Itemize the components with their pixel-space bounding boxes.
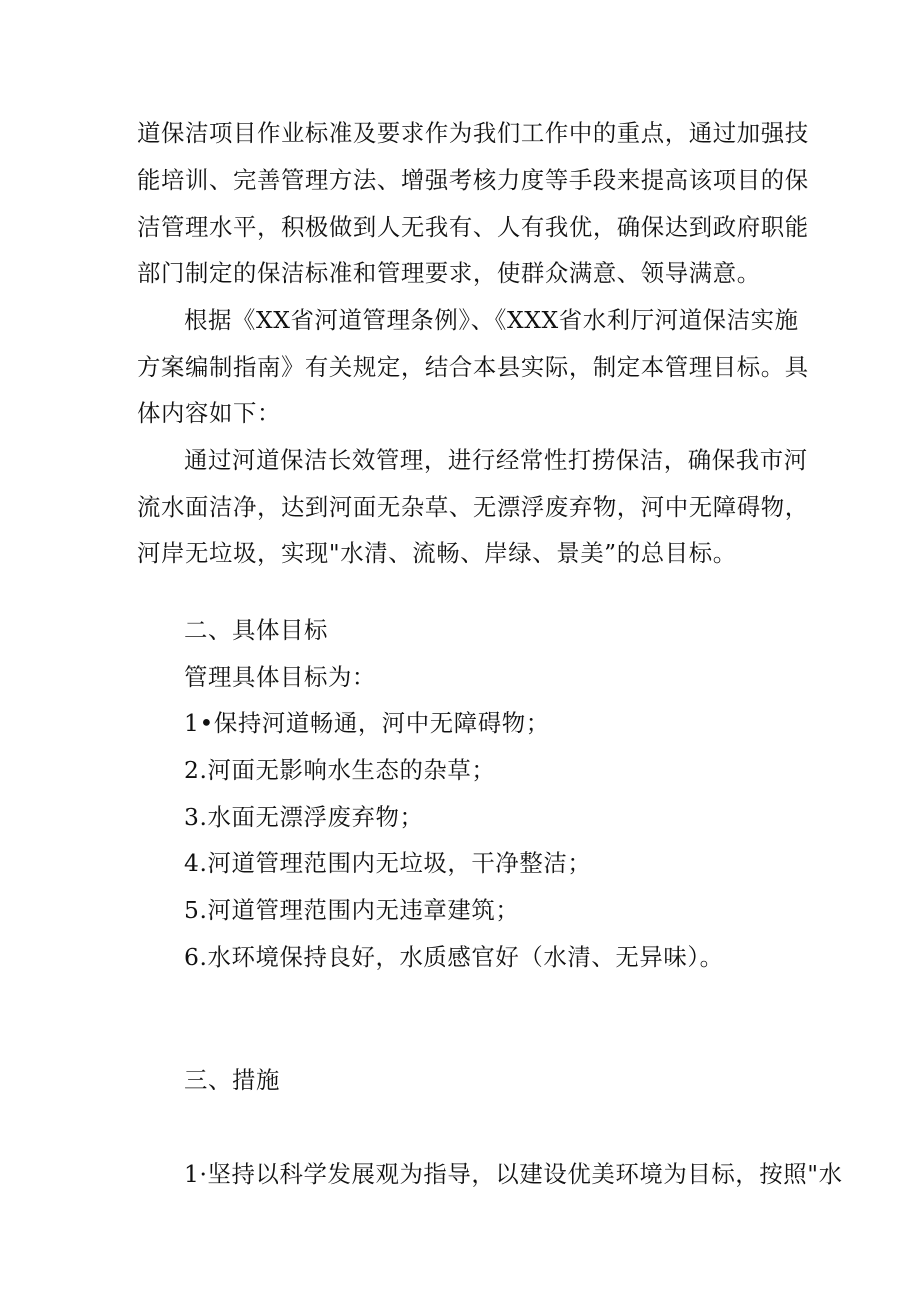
goal-line-1: 通过河道保洁长效管理，进行经常性打捞保洁，确保我市河: [184, 446, 808, 474]
basis-line-1: 根据《XX省河道管理条例》、《XXX省水利厅河道保洁实施: [184, 306, 799, 334]
basis-line-3: 体内容如下：: [137, 399, 281, 427]
target-item-5: 5.河道管理范围内无违章建筑；: [184, 896, 520, 924]
target-item-1: 1•保持河道畅通，河中无障碍物；: [184, 709, 550, 737]
target-item-3: 3.水面无漂浮废弃物；: [184, 803, 424, 831]
section-2-lead: 管理具体目标为：: [184, 663, 376, 691]
basis-line-2: 方案编制指南》有关规定，结合本县实际，制定本管理目标。具: [137, 353, 809, 381]
intro-line-4: 部门制定的保洁标准和管理要求，使群众满意、领导满意。: [137, 259, 761, 287]
target-item-6: 6.水环境保持良好，水质感官好（水清、无异味）。: [184, 943, 724, 971]
target-item-4: 4.河道管理范围内无垃圾，干净整洁；: [184, 849, 592, 877]
goal-line-2: 流水面洁净，达到河面无杂草、无漂浮废弃物，河中无障碍物，: [137, 493, 809, 521]
intro-line-2: 能培训、完善管理方法、增强考核力度等手段来提高该项目的保: [137, 166, 809, 194]
goal-line-3: 河岸无垃圾，实现"水清、流畅、岸绿、景美”的总目标。: [137, 539, 737, 567]
intro-line-1: 道保洁项目作业标准及要求作为我们工作中的重点，通过加强技: [137, 119, 809, 147]
measures-line-1: 1·坚持以科学发展观为指导，以建设优美环境为目标，按照"水: [184, 1160, 843, 1188]
target-item-2: 2.河面无影响水生态的杂草；: [184, 756, 496, 784]
section-2-heading: 二、具体目标: [184, 616, 328, 644]
section-3-heading: 三、措施: [184, 1066, 280, 1094]
intro-line-3: 洁管理水平，积极做到人无我有、人有我优，确保达到政府职能: [137, 213, 809, 241]
